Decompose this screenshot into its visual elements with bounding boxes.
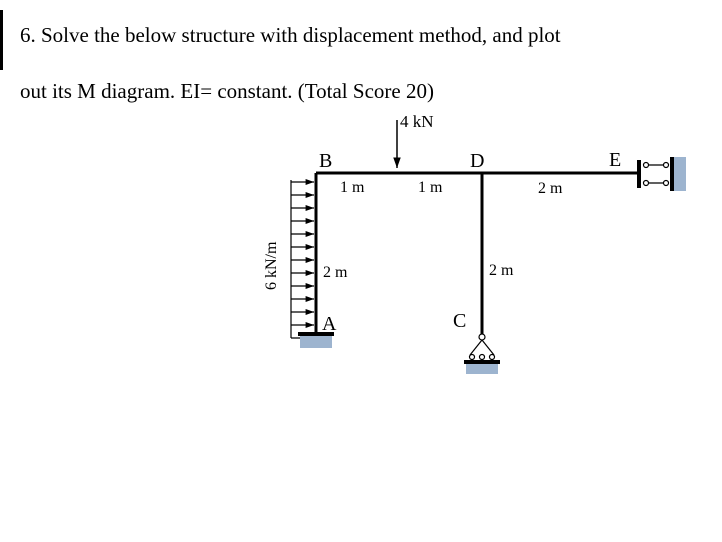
pin-support-c	[470, 334, 495, 360]
node-label-a: A	[322, 313, 337, 335]
frame-members	[316, 173, 640, 335]
pin-support-base	[464, 360, 500, 364]
distributed-load-arrows	[291, 180, 314, 338]
distributed-load-label: 6 kN/m	[263, 241, 280, 290]
dim-c-to-d: 2 m	[489, 262, 514, 279]
guided-support-e	[637, 157, 686, 191]
problem-statement-line-2: out its M diagram. EI= constant. (Total Score 20)	[20, 79, 434, 103]
problem-statement-line-1: 6. Solve the below structure with displacement method, and plot	[20, 23, 561, 47]
dim-d-to-e: 2 m	[538, 180, 563, 197]
pin-support-ground	[466, 364, 498, 374]
node-label-e: E	[609, 149, 622, 171]
dim-load-to-d: 1 m	[418, 179, 443, 196]
point-load-label: 4 kN	[400, 112, 434, 131]
dim-a-to-b: 2 m	[323, 264, 348, 281]
node-label-b: B	[319, 150, 333, 172]
node-label-c: C	[453, 310, 467, 332]
node-label-d: D	[470, 150, 485, 172]
dim-b-to-load: 1 m	[340, 179, 365, 196]
